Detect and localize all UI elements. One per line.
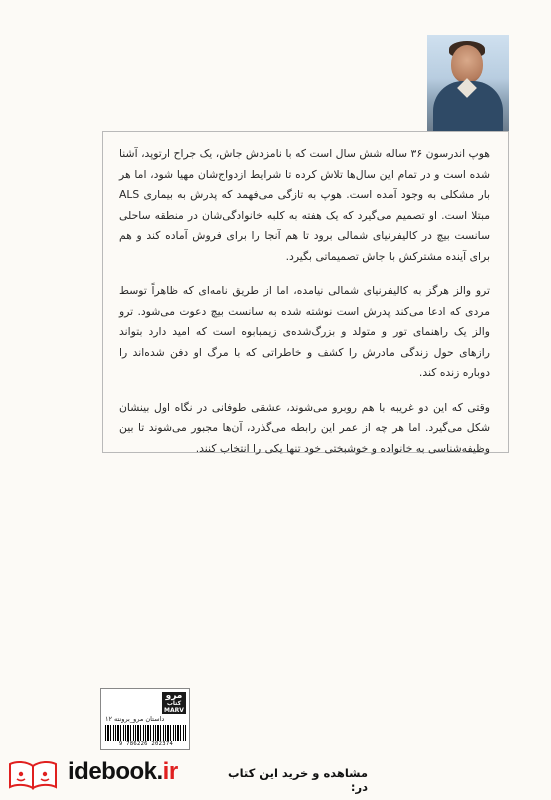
synopsis-paragraph-1: هوپ اندرسون ۳۶ ساله شش سال است که با نامزدش جاش، یک جراح ارتوپد، آشنا شده است و در تمام این سال‌ها تلاش کرده تا شرایط ازدواج‌شان مهیا شود، اما هر بار مشکلی به وجود آمده است. هوپ به تازگی می‌فهمد که پدرش به بیماری ALS مبتلا است. او تصمیم می‌گیرد که یک هفته به کلبه خانوادگی‌شان در منطقه ساحلی سانست بیچ در کالیفرنیای شمالی برود تا هم آنجا را برای فروش آماده کند و هم برای آینده مشترکش با جاش تصمیماتی بگیرد. — [119, 147, 490, 263]
author-photo — [427, 35, 509, 131]
open-book-icon — [8, 760, 58, 790]
barcode-panel — [100, 688, 190, 750]
synopsis-paragraph-2: ترو والز هرگز به کالیفرنیای شمالی نیامده، اما از طریق نامه‌ای که ظاهراً توسط مردی که ادعا می‌کند پدرش است نوشته شده به سانست بیچ دعوت می‌شود. ترو والز یک راهنمای تور و متولد و بزرگ‌شده‌ی زیمبابوه است که امید دارد بتواند رازهای حول زندگی مادرش را کشف و خاطراتی که با مرگ او دفن شده‌اند را دوباره زنده کند. — [119, 284, 490, 379]
isbn-number: 9 786226 202374 — [118, 741, 174, 747]
site-brand[interactable] — [68, 758, 178, 786]
brand-prefix: idebook. — [68, 758, 163, 785]
publisher-logo-mark: مرو — [165, 691, 183, 701]
publisher-logo — [162, 691, 186, 721]
promo-text: مشاهده و خرید این کتاب در: — [228, 766, 368, 794]
barcode-bars — [105, 725, 187, 741]
brand-suffix: ir — [162, 758, 178, 785]
synopsis-paragraph-3: وقتی که این دو غریبه با هم روبرو می‌شوند، عشقی طوفانی در نگاه اول بینشان شکل می‌گیرد. اما هر چه از عمر این رابطه می‌گذرد، آن‌ها مجبور می‌شوند تا بین وظیفه‌شناسی به خانواده و خوشبختی خود تنها یکی را انتخاب کنند. — [119, 400, 490, 455]
synopsis-box — [102, 131, 509, 453]
promo-banner[interactable] — [8, 758, 368, 794]
series-label: داستان مرو_برونته ۱۲ — [105, 715, 165, 723]
publisher-logo-text: کتاب MARV BOOK — [164, 700, 184, 721]
